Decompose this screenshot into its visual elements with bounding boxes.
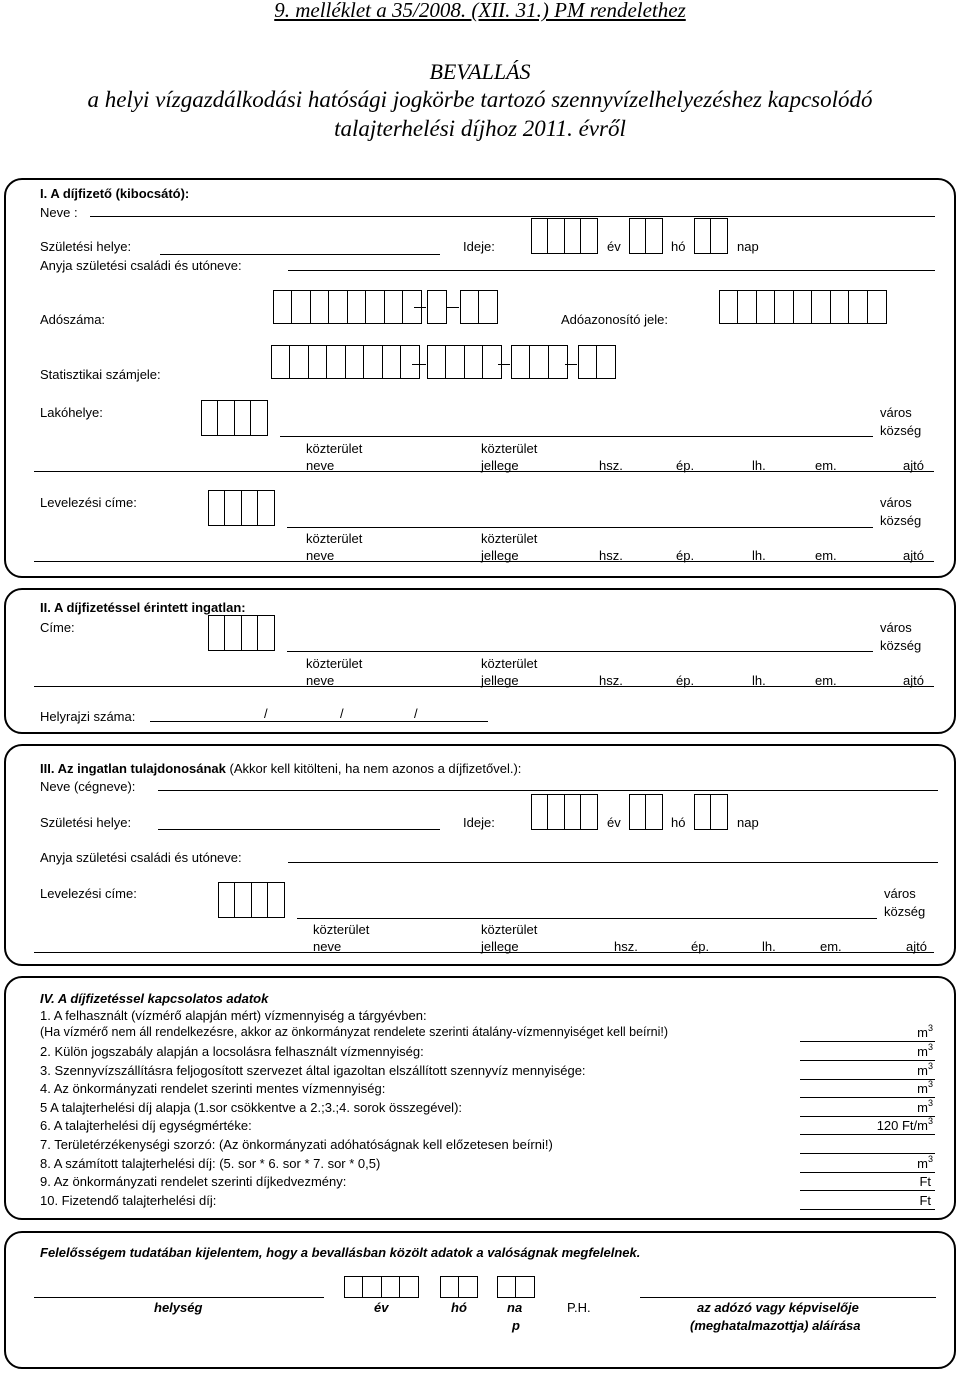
owner-street-type-1: közterület	[481, 922, 538, 937]
sign-month-cells[interactable]	[441, 1276, 478, 1300]
owner-month-label: hó	[671, 815, 686, 830]
parcel-slash-1: /	[264, 706, 268, 721]
name-label: Neve :	[40, 205, 78, 220]
property-village-label: község	[880, 638, 922, 653]
birth-day-cells[interactable]	[695, 218, 728, 254]
row-1-unit-text: m	[917, 1025, 928, 1040]
row-4-unit	[860, 1081, 933, 1096]
sign-month-label: hó	[451, 1300, 467, 1315]
stat-number-label: Statisztikai számjele:	[40, 367, 161, 382]
row-8-value-field[interactable]	[800, 1172, 935, 1173]
mother-name-label: Anyja születési családi és utóneve:	[40, 258, 242, 273]
owner-birth-date-label: Ideje:	[463, 815, 495, 830]
property-ajto: ajtó	[903, 673, 924, 688]
residence-street-type-1: közterület	[481, 441, 538, 456]
property-street-name-2: neve	[306, 673, 335, 688]
place-label: helység	[154, 1300, 203, 1315]
stat-dash-2	[498, 364, 510, 365]
tax-number-cells[interactable]	[274, 290, 422, 326]
signature-label-1: az adózó vagy képviselője	[697, 1300, 859, 1315]
section-3-title-note: (Akkor kell kitölteni, ha nem azonos a díjfizetővel.):	[229, 761, 522, 776]
row-4-value-field[interactable]	[800, 1097, 935, 1098]
year-label: év	[607, 239, 621, 254]
row-6-label: 6. A talajterhelési díj egységmértéke:	[40, 1118, 252, 1133]
signature-label-2: (meghatalmazottja) aláírása	[690, 1318, 861, 1333]
row-2-value-field[interactable]	[800, 1060, 935, 1061]
form-subtitle-line2: talajterhelési díjhoz 2011. évről	[334, 116, 626, 141]
form-subtitle-line1: a helyi vízgazdálkodási hatósági jogkörbe tartozó szennyvízelhelyezéshez kapcsolódó	[87, 87, 873, 112]
row-9-label: 9. Az önkormányzati rendelet szerinti díjkedvezmény:	[40, 1174, 347, 1189]
owner-birth-place-field[interactable]	[158, 829, 440, 830]
property-address-label: Címe:	[40, 620, 75, 635]
row-8-unit-exp: 3	[927, 1154, 933, 1164]
mailing-hsz: hsz.	[599, 548, 623, 563]
row-3-label: 3. Szennyvízszállításra feljogosított szervezet által igazoltan elszállított szennyvíz mennyisége:	[40, 1063, 586, 1078]
mailing-street-name-2: neve	[306, 548, 335, 563]
sign-day-label-1: na	[507, 1300, 523, 1315]
owner-mailing-zip-cells[interactable]	[219, 882, 285, 918]
property-city-field[interactable]	[287, 651, 873, 652]
row-1-value-field[interactable]	[800, 1041, 935, 1042]
row-1-unit	[860, 1025, 933, 1040]
row-9-unit: Ft	[919, 1174, 931, 1189]
row-5-unit-exp: 3	[927, 1098, 933, 1108]
annex-reference: 9. melléklet a 35/2008. (XII. 31.) PM rendelethez	[274, 0, 686, 22]
row-10-value-field[interactable]	[800, 1209, 935, 1210]
birth-date-label: Ideje:	[463, 239, 495, 254]
row-2-unit-text: m	[917, 1044, 928, 1059]
mailing-street-type-2: jellege	[481, 548, 519, 563]
row-10-unit: Ft	[919, 1193, 931, 1208]
residence-city-label: város	[880, 405, 912, 420]
residence-zip-cells[interactable]	[202, 400, 268, 436]
row-6-unit-text: 120 Ft/m	[876, 1118, 928, 1133]
section-1-title: I. A díjfizető (kibocsátó):	[40, 186, 190, 201]
mailing-label: Levelezési címe:	[40, 495, 137, 510]
sign-year-cells[interactable]	[345, 1276, 419, 1300]
property-lh: lh.	[752, 673, 766, 688]
parcel-slash-3: /	[414, 706, 418, 721]
owner-village-label: község	[884, 904, 926, 919]
mother-name-field[interactable]	[288, 270, 935, 271]
day-label: nap	[737, 239, 759, 254]
birth-year-cells[interactable]	[532, 218, 598, 254]
mailing-ajto: ajtó	[903, 548, 924, 563]
residence-village-label: község	[880, 423, 922, 438]
row-5-label: 5 A talajterhelési díj alapja (1.sor csökkentve a 2.;3.;4. sorok összegével):	[40, 1100, 463, 1115]
owner-birth-year-cells[interactable]	[532, 794, 598, 830]
row-1-label: 1. A felhasznált (vízmérő alapján mért) vízmennyiség a tárgyévben:	[40, 1008, 427, 1023]
property-hsz: hsz.	[599, 673, 623, 688]
section-2-title: II. A díjfizetéssel érintett ingatlan:	[40, 600, 246, 615]
row-4-label: 4. Az önkormányzati rendelet szerinti mentes vízmennyiség:	[40, 1081, 386, 1096]
residence-street-type-2: jellege	[481, 458, 519, 473]
row-2-label: 2. Külön jogszabály alapján a locsolásra felhasznált vízmennyiség:	[40, 1044, 424, 1059]
row-8-unit	[860, 1156, 933, 1171]
mailing-ep: ép.	[676, 548, 695, 563]
owner-mother-field[interactable]	[288, 862, 938, 863]
owner-mailing-label: Levelezési címe:	[40, 886, 137, 901]
property-city-label: város	[880, 620, 912, 635]
section-4-title: IV. A díjfizetéssel kapcsolatos adatok	[40, 991, 269, 1006]
row-6-unit-exp: 3	[927, 1116, 933, 1126]
parcel-number-field[interactable]	[150, 721, 488, 722]
row-10-label: 10. Fizetendő talajterhelési díj:	[40, 1193, 217, 1208]
mailing-city-field[interactable]	[287, 527, 873, 528]
tax-id-label: Adóazonosító jele:	[561, 312, 668, 327]
owner-birth-month-cells[interactable]	[630, 794, 663, 830]
row-3-value-field[interactable]	[800, 1079, 935, 1080]
mailing-village-label: község	[880, 513, 922, 528]
mailing-em: em.	[815, 548, 837, 563]
owner-street-name-1: közterület	[313, 922, 370, 937]
residence-street-name-1: közterület	[306, 441, 363, 456]
owner-name-field[interactable]	[158, 790, 938, 791]
birth-place-label: Születési helye:	[40, 239, 132, 254]
section-3-title-main: III. Az ingatlan tulajdonosának	[40, 761, 226, 776]
sign-day-cells[interactable]	[498, 1276, 535, 1300]
birth-month-cells[interactable]	[630, 218, 663, 254]
residence-lh: lh.	[752, 458, 766, 473]
month-label: hó	[671, 239, 686, 254]
owner-ajto: ajtó	[906, 939, 927, 954]
residence-label: Lakóhelye:	[40, 405, 103, 420]
row-4-unit-text: m	[917, 1081, 928, 1096]
tax-number-label: Adószáma:	[40, 312, 106, 327]
property-em: em.	[815, 673, 837, 688]
mailing-city-label: város	[880, 495, 912, 510]
property-street-name-1: közterület	[306, 656, 363, 671]
row-8-label: 8. A számított talajterhelési díj: (5. sor * 6. sor * 7. sor * 0,5)	[40, 1156, 381, 1171]
property-street-type-2: jellege	[481, 673, 519, 688]
owner-day-label: nap	[737, 815, 759, 830]
residence-hsz: hsz.	[599, 458, 623, 473]
tax-id-cells[interactable]	[720, 290, 887, 326]
row-5-unit	[860, 1100, 933, 1115]
row-7-value-field[interactable]	[800, 1153, 935, 1154]
tax-number-dash-1	[414, 307, 426, 308]
residence-ajto: ajtó	[903, 458, 924, 473]
residence-ep: ép.	[676, 458, 695, 473]
stat-number-cells-2[interactable]	[428, 345, 502, 381]
row-2-unit	[860, 1044, 933, 1059]
property-street-type-1: közterület	[481, 656, 538, 671]
row-8-unit-text: m	[917, 1156, 928, 1171]
owner-hsz: hsz.	[614, 939, 638, 954]
row-7-label: 7. Területérzékenységi szorzó: (Az önkormányzati adóhatóságnak kell előzetesen beírni!)	[40, 1137, 553, 1152]
row-2-unit-exp: 3	[927, 1042, 933, 1052]
name-field[interactable]	[90, 216, 935, 217]
row-1-unit-exp: 3	[927, 1023, 933, 1033]
tax-number-check-cell[interactable]	[428, 290, 447, 326]
stat-number-cells-3[interactable]	[512, 345, 568, 381]
sign-day-label-2: p	[512, 1318, 520, 1333]
birth-place-field[interactable]	[160, 254, 440, 255]
sign-year-label: év	[374, 1300, 389, 1315]
owner-lh: lh.	[762, 939, 776, 954]
row-6-value-field[interactable]	[800, 1134, 935, 1135]
owner-birth-day-cells[interactable]	[695, 794, 728, 830]
owner-mailing-city-field[interactable]	[297, 918, 877, 919]
row-5-value-field[interactable]	[800, 1116, 935, 1117]
stat-dash-1	[412, 364, 426, 365]
mailing-zip-cells[interactable]	[209, 490, 275, 526]
property-zip-cells[interactable]	[209, 615, 275, 651]
owner-street-name-2: neve	[313, 939, 342, 954]
row-3-unit-exp: 3	[927, 1061, 933, 1071]
property-ep: ép.	[676, 673, 695, 688]
stat-number-cells-1[interactable]	[272, 345, 420, 381]
stamp-label: P.H.	[567, 1300, 591, 1315]
row-5-unit-text: m	[917, 1100, 928, 1115]
stat-dash-3	[565, 364, 577, 365]
residence-em: em.	[815, 458, 837, 473]
owner-em: em.	[820, 939, 842, 954]
owner-name-label: Neve (cégneve):	[40, 779, 136, 794]
parcel-slash-2: /	[340, 706, 344, 721]
row-3-unit-text: m	[917, 1063, 928, 1078]
mailing-lh: lh.	[752, 548, 766, 563]
row-6-unit	[840, 1118, 933, 1133]
owner-birth-place-label: Születési helye:	[40, 815, 132, 830]
place-field[interactable]	[34, 1297, 324, 1298]
owner-mother-label: Anyja születési családi és utóneve:	[40, 850, 242, 865]
mailing-street-type-1: közterület	[481, 531, 538, 546]
tax-number-region-cells[interactable]	[461, 290, 498, 326]
row-9-value-field[interactable]	[800, 1190, 935, 1191]
owner-year-label: év	[607, 815, 621, 830]
declaration-text: Felelősségem tudatában kijelentem, hogy a bevallásban közölt adatok a valóságnak megfelelnek.	[40, 1245, 641, 1260]
stat-number-cells-4[interactable]	[579, 345, 616, 381]
residence-street-name-2: neve	[306, 458, 335, 473]
section-3-title	[40, 761, 521, 776]
owner-ep: ép.	[691, 939, 710, 954]
owner-street-type-2: jellege	[481, 939, 519, 954]
row-1-note: (Ha vízmérő nem áll rendelkezésre, akkor az önkormányzat rendelete szerinti átalány-vízmennyiséget kell beírni!)	[40, 1025, 669, 1039]
row-3-unit	[860, 1063, 933, 1078]
row-4-unit-exp: 3	[927, 1079, 933, 1089]
tax-number-dash-2	[447, 307, 459, 308]
mailing-street-name-1: közterület	[306, 531, 363, 546]
owner-city-label: város	[884, 886, 916, 901]
parcel-number-label: Helyrajzi száma:	[40, 709, 136, 724]
form-title: BEVALLÁS	[429, 59, 531, 84]
signature-field[interactable]	[640, 1297, 936, 1298]
residence-city-field[interactable]	[280, 436, 873, 437]
